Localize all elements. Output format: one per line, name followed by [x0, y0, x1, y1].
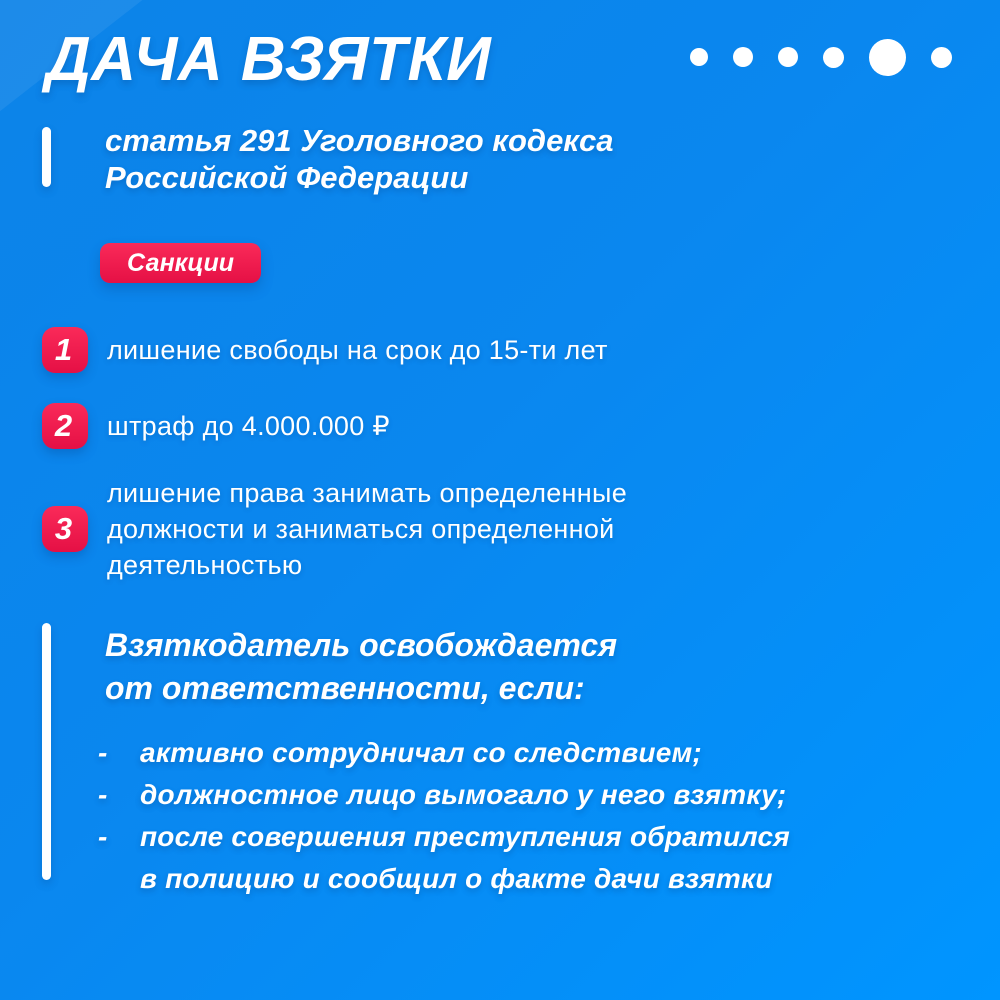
number-badge: 1	[42, 327, 88, 373]
sanction-text	[107, 332, 608, 368]
law-reference-line2: Российской Федерации	[105, 160, 469, 195]
sanctions-badge	[100, 243, 261, 283]
list-item-text	[140, 774, 786, 816]
release-heading-line1: Взяткодатель освобождается	[105, 627, 618, 663]
dot-icon	[869, 39, 906, 76]
sanction-item-2	[42, 403, 390, 449]
list-item-line: после совершения преступления обратился	[140, 821, 790, 852]
number-badge: 3	[42, 506, 88, 552]
list-item-line: в полицию и сообщил о факте дачи взятки	[140, 863, 773, 894]
list-item-line: активно сотрудничал со следствием;	[140, 737, 702, 768]
sanction-text-line: лишение права занимать определенные	[107, 478, 628, 508]
list-item	[98, 774, 978, 816]
release-conditions-list	[98, 732, 978, 900]
dash-marker: -	[98, 779, 108, 810]
dash-marker: -	[98, 737, 108, 768]
accent-bar	[42, 623, 51, 880]
decor-dots	[690, 38, 952, 76]
law-reference-line1: статья 291 Уголовного кодекса	[105, 123, 614, 158]
sanction-text	[107, 408, 390, 444]
sanctions-badge-label: Санкции	[127, 248, 235, 277]
dot-icon	[778, 47, 798, 67]
accent-bar	[42, 127, 51, 187]
number-badge: 2	[42, 403, 88, 449]
sanction-text	[107, 475, 627, 583]
sanction-text-line: лишение свободы на срок до 15-ти лет	[107, 335, 608, 365]
list-item-text	[140, 816, 790, 900]
list-item-text	[140, 732, 702, 774]
release-heading-line2: от ответственности, если:	[105, 670, 585, 706]
page-title: ДАЧА ВЗЯТКИ	[46, 25, 492, 94]
sanction-text-line: должности и заниматься определенной	[107, 514, 615, 544]
dot-icon	[931, 47, 952, 68]
dot-icon	[690, 48, 708, 66]
sanction-text-line: штраф до 4.000.000 ₽	[107, 411, 390, 441]
law-reference	[105, 122, 614, 196]
sanction-item-1	[42, 327, 608, 373]
sanction-text-line: деятельностью	[107, 550, 303, 580]
dot-icon	[733, 47, 753, 67]
dash-marker: -	[98, 821, 108, 852]
dot-icon	[823, 47, 844, 68]
sanction-item-3	[42, 475, 627, 583]
list-item-line: должностное лицо вымогало у него взятку;	[140, 779, 787, 810]
list-item	[98, 816, 978, 900]
release-heading	[105, 624, 617, 710]
list-item	[98, 732, 978, 774]
